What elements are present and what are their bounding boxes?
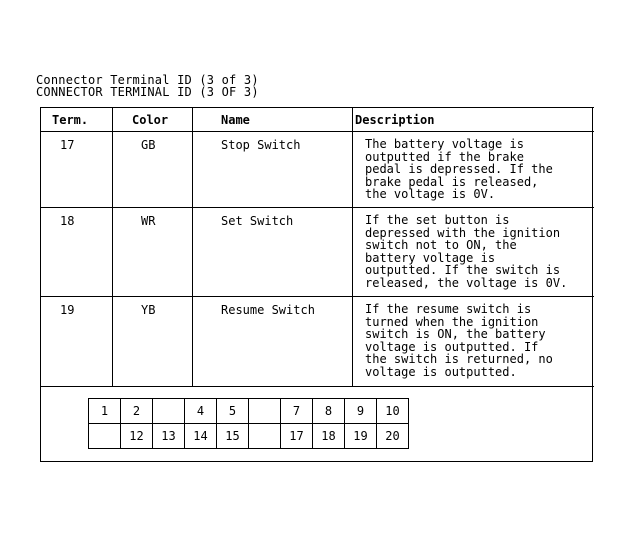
page-title	[36, 74, 259, 98]
pin-cell: 20	[377, 424, 409, 449]
connector-bottom-row	[89, 424, 409, 449]
color-cell: WR	[113, 208, 193, 297]
name-cell: Resume Switch	[193, 297, 353, 387]
pin-cell: 13	[153, 424, 185, 449]
pin-cell: 15	[217, 424, 249, 449]
pin-cell: 19	[345, 424, 377, 449]
pin-cell	[153, 399, 185, 424]
pin-cell: 4	[185, 399, 217, 424]
name-cell: Set Switch	[193, 208, 353, 297]
color-cell: YB	[113, 297, 193, 387]
table-row	[41, 208, 594, 297]
pin-cell: 1	[89, 399, 121, 424]
terminal-table	[40, 107, 594, 387]
description-cell: The battery voltage is outputted if the brake pedal is depressed. If the brake pedal is released, the voltage is 0V.	[353, 132, 594, 208]
title-line-2: CONNECTOR TERMINAL ID (3 OF 3)	[36, 85, 259, 99]
pin-cell: 14	[185, 424, 217, 449]
description-cell: If the set button is depressed with the ignition switch not to ON, the battery voltage is outputted. If the switch is released, the voltage is 0V.	[353, 208, 594, 297]
pin-cell: 10	[377, 399, 409, 424]
header-term: Term.	[41, 108, 113, 132]
table-header-row	[41, 108, 594, 132]
header-color: Color	[113, 108, 193, 132]
pin-cell: 7	[281, 399, 313, 424]
pin-cell	[249, 399, 281, 424]
connector-pin-diagram	[88, 398, 409, 449]
title-line-1: Connector Terminal ID (3 of 3)	[36, 73, 259, 87]
header-name: Name	[193, 108, 353, 132]
description-cell: If the resume switch is turned when the ignition switch is ON, the battery voltage is outputted. If the switch is returned, no voltage is outputted.	[353, 297, 594, 387]
term-cell: 19	[41, 297, 113, 387]
pin-cell: 2	[121, 399, 153, 424]
connector-top-row	[89, 399, 409, 424]
pin-cell: 17	[281, 424, 313, 449]
header-description: Description	[353, 108, 594, 132]
pin-cell: 12	[121, 424, 153, 449]
pin-cell: 5	[217, 399, 249, 424]
term-cell: 17	[41, 132, 113, 208]
pin-cell	[249, 424, 281, 449]
name-cell: Stop Switch	[193, 132, 353, 208]
pin-cell: 18	[313, 424, 345, 449]
pin-cell: 8	[313, 399, 345, 424]
color-cell: GB	[113, 132, 193, 208]
pin-cell: 9	[345, 399, 377, 424]
pin-cell	[89, 424, 121, 449]
term-cell: 18	[41, 208, 113, 297]
table-row	[41, 132, 594, 208]
table-row	[41, 297, 594, 387]
